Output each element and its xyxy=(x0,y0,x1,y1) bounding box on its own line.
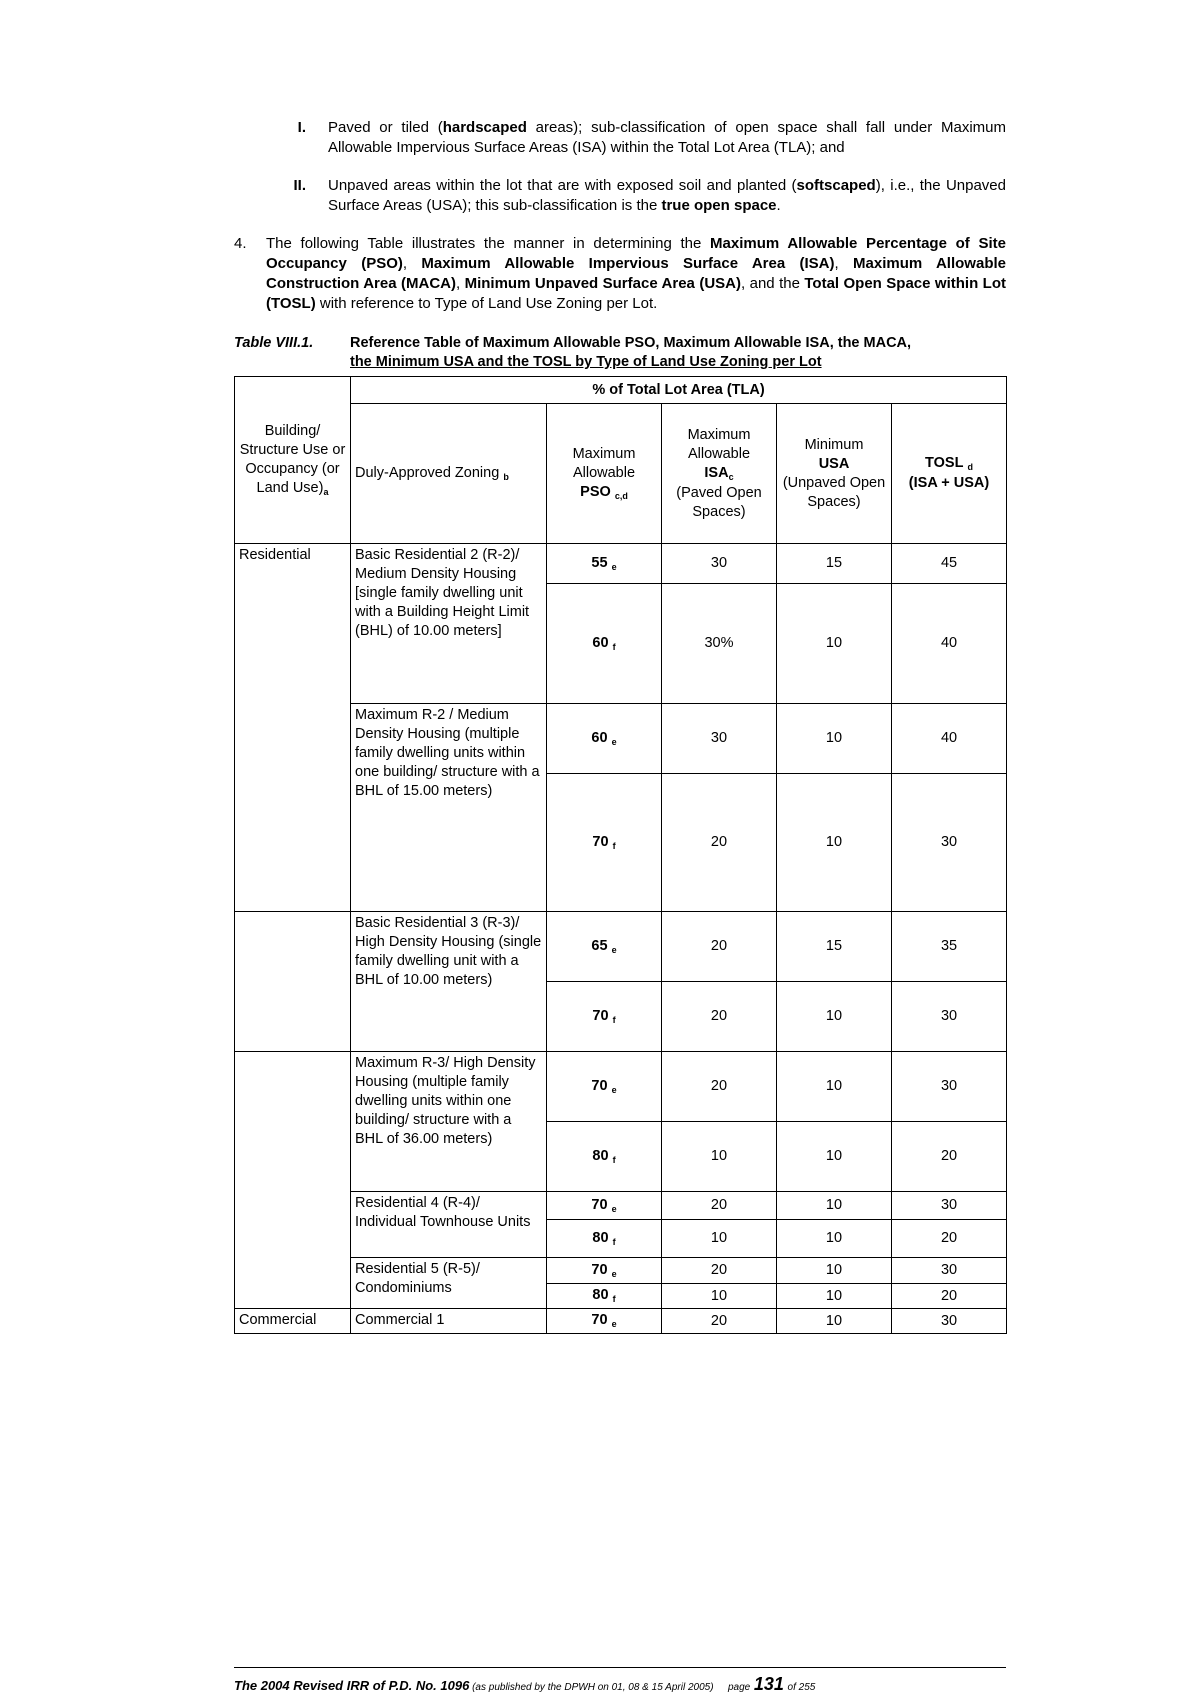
zoning-cell: Maximum R-2 / Medium Density Housing (multiple family dwelling units within one building/ structure with a BHL of 15.00 meters) xyxy=(351,704,547,912)
paragraph-text: Paved or tiled (hardscaped areas); sub-classification of open space shall fall under Maximum Allowable Impervious Surface Areas (ISA) within the Total Lot Area (TLA); and xyxy=(328,119,1006,156)
zoning-cell: Residential 5 (R-5)/ Condominiums xyxy=(351,1258,547,1309)
usa-cell: 10 xyxy=(777,1284,892,1309)
isa-cell: 20 xyxy=(662,1052,777,1122)
tosl-cell: 30 xyxy=(892,982,1007,1052)
footer-page-total: of 255 xyxy=(787,1682,816,1693)
use-cell-empty xyxy=(235,1052,351,1309)
tosl-cell: 20 xyxy=(892,1220,1007,1258)
table-caption-label: Table VIII.1. xyxy=(234,335,314,351)
use-cell-empty xyxy=(235,912,351,1052)
paragraph-i xyxy=(234,118,1006,158)
pso-cell: 60 $_e$ xyxy=(547,704,662,774)
pso-cell: 80 $_f$ xyxy=(547,1220,662,1258)
usa-cell: 10 xyxy=(777,1258,892,1284)
usa-cell: 10 xyxy=(777,774,892,912)
pso-cell: 70 $_e$ xyxy=(547,1192,662,1220)
table-row xyxy=(235,1258,1007,1284)
zoning-cell: Basic Residential 3 (R-3)/ High Density Housing (single family dwelling unit with a BHL of 10.00 meters) xyxy=(351,912,547,1052)
header-tosl: TOSL $_d$ (ISA + USA) xyxy=(892,404,1007,544)
isa-cell: 20 xyxy=(662,1309,777,1334)
paragraph-number: 4. xyxy=(234,235,247,252)
isa-cell: 10 xyxy=(662,1122,777,1192)
zoning-cell: Basic Residential 2 (R-2)/ Medium Density Housing [single family dwelling unit with a Building Height Limit (BHL) of 10.00 meters] xyxy=(351,544,547,704)
zoning-cell: Maximum R-3/ High Density Housing (multiple family dwelling units within one building/ structure with a BHL of 36.00 meters) xyxy=(351,1052,547,1192)
header-zoning: Duly-Approved Zoning $_b$ xyxy=(351,404,547,544)
isa-cell: 20 xyxy=(662,1192,777,1220)
pso-cell: 70 $_f$ xyxy=(547,774,662,912)
usa-cell: 15 xyxy=(777,544,892,584)
isa-cell: 20 xyxy=(662,912,777,982)
tosl-cell: 20 xyxy=(892,1122,1007,1192)
paragraph-4 xyxy=(234,234,1006,314)
tosl-cell: 45 xyxy=(892,544,1007,584)
paragraph-ii xyxy=(234,176,1006,216)
pso-cell: 70 $_f$ xyxy=(547,982,662,1052)
tosl-cell: 35 xyxy=(892,912,1007,982)
usa-cell: 10 xyxy=(777,1220,892,1258)
usa-cell: 10 xyxy=(777,1122,892,1192)
tosl-cell: 30 xyxy=(892,1309,1007,1334)
header-pso: Maximum Allowable PSO $_{c,d}$ xyxy=(547,404,662,544)
tosl-cell: 30 xyxy=(892,774,1007,912)
header-group: % of Total Lot Area (TLA) xyxy=(351,377,1007,404)
table-row xyxy=(235,1052,1007,1122)
pso-cell: 70 $_e$ xyxy=(547,1309,662,1334)
header-use: Building/ Structure Use or Occupancy (or Land $Use)_a$ xyxy=(235,377,351,544)
paragraph-number: II. xyxy=(293,177,306,194)
isa-cell: 20 xyxy=(662,774,777,912)
tosl-cell: 40 xyxy=(892,704,1007,774)
usa-cell: 10 xyxy=(777,1052,892,1122)
tosl-cell: 30 xyxy=(892,1192,1007,1220)
zoning-cell: Commercial 1 xyxy=(351,1309,547,1334)
isa-cell: 30% xyxy=(662,584,777,704)
pso-cell: 70 $_e$ xyxy=(547,1052,662,1122)
table-row xyxy=(235,544,1007,584)
isa-cell: 20 xyxy=(662,1258,777,1284)
tosl-cell: 40 xyxy=(892,584,1007,704)
pso-cell: 55 $_e$ xyxy=(547,544,662,584)
usa-cell: 10 xyxy=(777,982,892,1052)
paragraph-number: I. xyxy=(297,119,306,136)
usa-cell: 10 xyxy=(777,1309,892,1334)
pso-cell: 70 $_e$ xyxy=(547,1258,662,1284)
pso-cell: 80 $_f$ xyxy=(547,1122,662,1192)
page-footer xyxy=(234,1674,815,1695)
table-caption-title: Reference Table of Maximum Allowable PSO, Maximum Allowable ISA, the MACA, the Minimum USA and the TOSL by Type of Land Use Zoning per Lot xyxy=(350,335,912,370)
zoning-cell: Residential 4 (R-4)/ Individual Townhouse Units xyxy=(351,1192,547,1258)
pso-cell: 80 $_f$ xyxy=(547,1284,662,1309)
footer-rule xyxy=(234,1667,1006,1668)
isa-cell: 20 xyxy=(662,982,777,1052)
footer-page-label: page xyxy=(727,1682,751,1693)
use-cell: Residential xyxy=(235,544,351,912)
footer-note: (as published by the DPWH on 01, 08 & 15 April 2005) xyxy=(469,1682,714,1693)
header-usa: Minimum USA (Unpaved Open Spaces) xyxy=(777,404,892,544)
table-row xyxy=(235,1309,1007,1334)
table-caption xyxy=(234,334,1006,372)
paragraph-text: Unpaved areas within the lot that are with exposed soil and planted (softscaped), i.e., the Unpaved Surface Areas (USA); this sub-classification is the true open space. xyxy=(328,177,1006,214)
isa-cell: 30 xyxy=(662,544,777,584)
usa-cell: 10 xyxy=(777,584,892,704)
usa-cell: 10 xyxy=(777,1192,892,1220)
page-content xyxy=(234,118,1006,1334)
tosl-cell: 30 xyxy=(892,1258,1007,1284)
isa-cell: 30 xyxy=(662,704,777,774)
pso-cell: 65 $_e$ xyxy=(547,912,662,982)
isa-cell: 10 xyxy=(662,1284,777,1309)
reference-table xyxy=(234,376,1007,1334)
usa-cell: 15 xyxy=(777,912,892,982)
usa-cell: 10 xyxy=(777,704,892,774)
tosl-cell: 30 xyxy=(892,1052,1007,1122)
use-cell: Commercial xyxy=(235,1309,351,1334)
tosl-cell: 20 xyxy=(892,1284,1007,1309)
isa-cell: 10 xyxy=(662,1220,777,1258)
table-row xyxy=(235,912,1007,982)
footer-title: The 2004 Revised IRR of P.D. No. 1096 xyxy=(234,1678,470,1693)
paragraph-text: The following Table illustrates the manner in determining the Maximum Allowable Percentage of Site Occupancy (PSO), Maximum Allowable Impervious Surface Area (ISA), Maximum Allowable Construction Area (MACA), Minimum Unpaved Surface Area (USA), and the Total Open Space within Lot (TOSL) with reference to Type of Land Use Zoning per Lot. xyxy=(266,235,1006,312)
header-isa: Maximum Allowable $ISA_c$ (Paved Open Spaces) xyxy=(662,404,777,544)
table-row xyxy=(235,1192,1007,1220)
table-row xyxy=(235,704,1007,774)
footer-page-number: 131 xyxy=(753,1674,784,1694)
pso-cell: 60 $_f$ xyxy=(547,584,662,704)
